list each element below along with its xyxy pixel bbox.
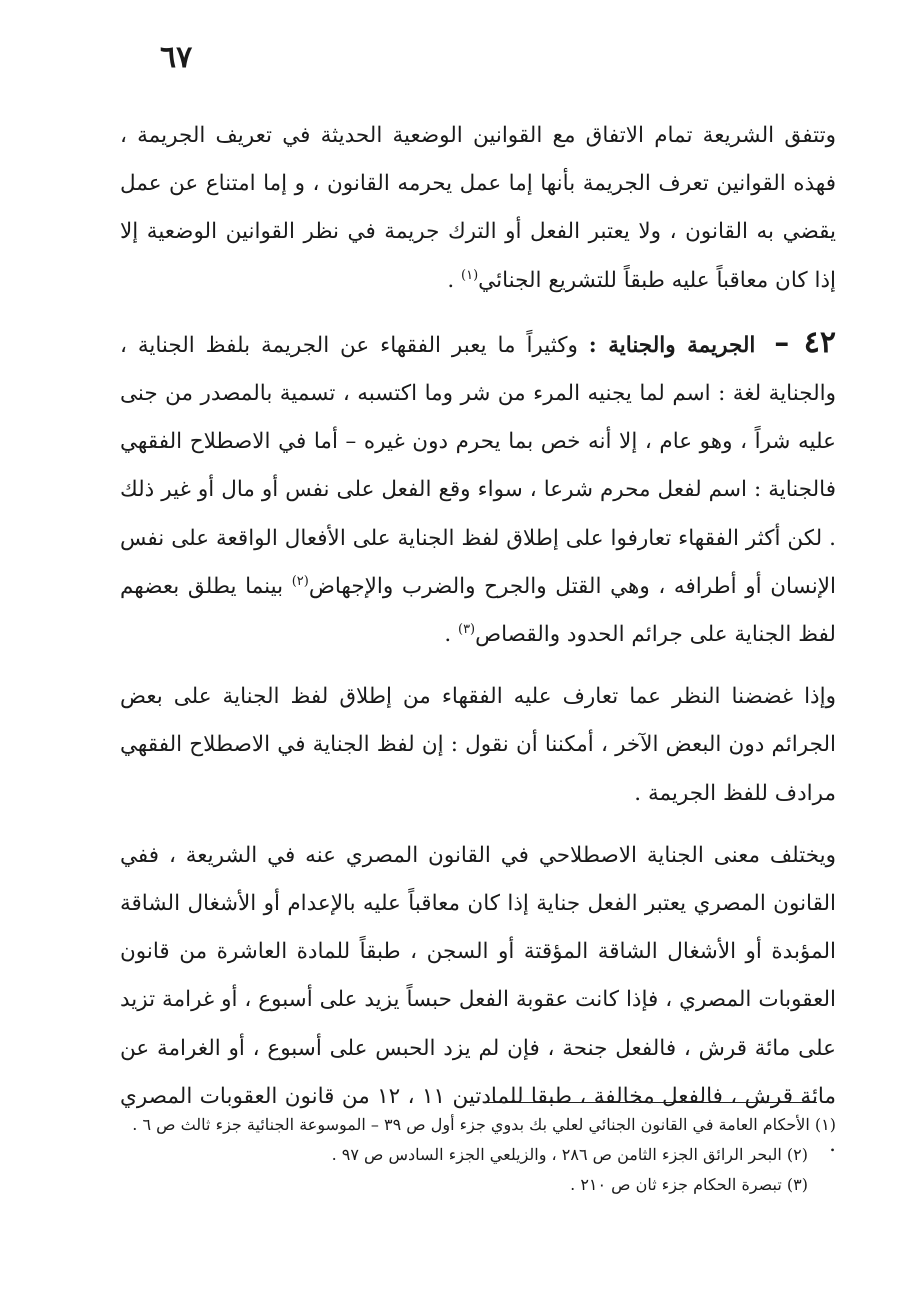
section-number: ٤٢ – bbox=[774, 324, 837, 360]
paragraph-end: . bbox=[447, 267, 462, 293]
paragraph-crime-and-felony bbox=[120, 319, 836, 659]
footnote-ref-3: (٣) bbox=[457, 621, 476, 637]
paragraph-text-continued-2: بينما يطلق بعضهم لفظ الجناية على جرائم الحدود والقصاص bbox=[120, 573, 836, 648]
footnote-ref-1: (١) bbox=[461, 267, 479, 283]
paragraph-crime-definition bbox=[120, 112, 836, 305]
paragraph-text-continued: لكن أكثر الفقهاء تعارفوا على إطلاق لفظ الجناية على الأفعال الواقعة على نفس الإنسان أو أطرافه ، وهي القتل والجرح والضرب والإجهاض bbox=[120, 525, 836, 599]
paragraph-text: وإذا غضضنا النظر عما تعارف عليه الفقهاء من إطلاق لفظ الجناية على بعض الجرائم دون البعض الآخر ، أمكننا أن نقول : إن لفظ الجناية في الاصطلاح الفقهي مرادف للفظ الجريمة . bbox=[120, 684, 836, 806]
footnote-ref-2: (٢) bbox=[291, 573, 309, 589]
footnote-divider bbox=[487, 1102, 817, 1103]
paragraph-text: ويختلف معنى الجناية الاصطلاحي في القانون المصري عنه في الشريعة ، ففي القانون المصري يعتبر الفعل جناية إذا كان معاقباً عليه بالإعدام أو الأشغال الشاقة المؤبدة أو الأشغال الشاقة المؤقتة أو السجن ، طبقاً للمادة العاشرة من قانون العقوبات المصري ، فإذا كانت عقوبة الفعل حبساً يزيد على أسبوع ، أو غرامة تزيد على مائة قرش ، فالفعل جنحة ، فإن لم يزد الحبس على أسبوع ، أو الغرامة عن مائة قرش ، فالفعل مخالفة ، طبقا للمادتين ١١ ، ١٢ من قانون العقوبات المصري . bbox=[120, 842, 836, 1158]
paragraph-text: وتتفق الشريعة تمام الاتفاق مع القوانين الوضعية الحديثة في تعريف الجريمة ، فهذه القوانين تعرف الجريمة بأنها إما عمل يحرمه القانون ، و إما امتناع عن عمل يقضي به القانون ، ولا يعتبر الفعل أو الترك جريمة في نظر القوانين الوضعية إلا إذا كان معاقباً عليه طبقاً للتشريع الجنائي bbox=[120, 123, 836, 293]
footnote-1: (١) الأحكام العامة في القانون الجنائي لعلي بك بدوي جزء أول ص ٣٩ – الموسوعة الجنائية جزء ثالث ص ٦ . bbox=[132, 1115, 836, 1134]
footnote-3: (٣) تبصرة الحكام جزء ثان ص ٢١٠ . bbox=[570, 1175, 808, 1194]
section-title: الجريمة والجناية : bbox=[588, 332, 756, 358]
paragraph-text: وكثيراً ما يعبر الفقهاء عن الجريمة بلفظ الجناية ، والجناية لغة : اسم لما يجنيه المرء من شر وما اكتسبه ، تسمية بالمصدر من جنى عليه شراً ، وهو عام ، إلا أنه خص بما يحرم دون غيره – أما في الاصطلاح الفقهي فالجناية : اسم لفعل محرم شرعا ، سواء وقع الفعل على نفس أو مال أو غير ذلك . bbox=[120, 332, 836, 551]
page-number: ٦٧ bbox=[160, 40, 193, 75]
paragraph-end: . bbox=[444, 622, 458, 648]
footnotes bbox=[120, 1110, 836, 1200]
footnote-2: (٢) البحر الرائق الجزء الثامن ص ٢٨٦ ، والزيلعي الجزء السادس ص ٩٧ . bbox=[331, 1145, 808, 1164]
paragraph-synonym bbox=[120, 673, 836, 818]
main-text bbox=[120, 112, 836, 1183]
